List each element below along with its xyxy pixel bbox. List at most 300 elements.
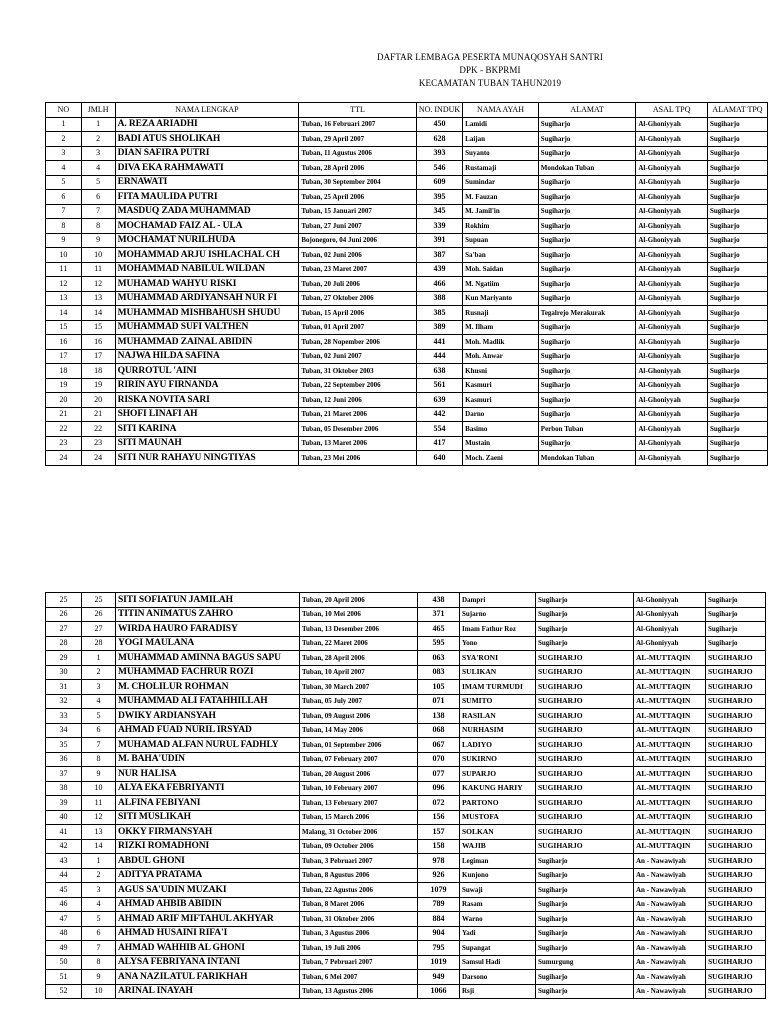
- cell-nama-lengkap: AHMAD HUSAINI RIFA'I: [116, 926, 300, 941]
- cell-ttl: Tuban, 05 July 2007: [300, 694, 418, 709]
- heading-region-year: KECAMATAN TUBAN TAHUN2019: [418, 78, 562, 88]
- cell-no-induk: 063: [418, 651, 460, 666]
- cell-no: 8: [46, 219, 82, 234]
- table-row: [46, 796, 766, 811]
- column-header-jmlh: JMLH: [81, 103, 115, 118]
- cell-ttl: Tuban, 11 Agustus 2006: [299, 146, 417, 161]
- cell-jmlh: 14: [82, 839, 116, 854]
- cell-jmlh: 22: [81, 422, 115, 437]
- cell-no: 11: [46, 262, 82, 277]
- cell-alamat: SUGIHARJO: [536, 825, 634, 840]
- cell-nama-lengkap: MUHAMMAD MISHBAHUSH SHUDU: [115, 306, 299, 321]
- cell-ttl: Tuban, 29 April 2007: [299, 132, 417, 147]
- cell-no: 23: [46, 436, 82, 451]
- cell-no: 17: [46, 349, 82, 364]
- cell-nama-lengkap: MOHAMMAD ARJU ISHLACHAL CH: [115, 248, 299, 263]
- cell-asal-tpq: Al-Ghoniyyah: [636, 132, 708, 147]
- cell-jmlh: 8: [81, 219, 115, 234]
- cell-nama-ayah: Khusni: [463, 364, 539, 379]
- cell-nama-ayah: Lamidi: [463, 117, 539, 132]
- cell-no-induk: 904: [418, 926, 460, 941]
- table-row: [46, 926, 766, 941]
- table-row: [46, 593, 766, 608]
- cell-nama-ayah: Suyanto: [463, 146, 539, 161]
- cell-nama-lengkap: AHMAD AHBIB ABIDIN: [116, 897, 300, 912]
- table-row: [46, 636, 766, 651]
- cell-jmlh: 3: [82, 883, 116, 898]
- cell-nama-ayah: Moh. Saidan: [463, 262, 539, 277]
- cell-asal-tpq: AL-MUTTAQIN: [634, 796, 706, 811]
- cell-asal-tpq: AL-MUTTAQIN: [634, 694, 706, 709]
- cell-nama-ayah: Darsono: [460, 970, 536, 985]
- cell-alamat-tpq: Sugiharjo: [708, 248, 768, 263]
- cell-no-induk: 389: [416, 320, 462, 335]
- cell-no: 49: [46, 941, 82, 956]
- cell-no: 16: [46, 335, 82, 350]
- cell-nama-ayah: RASILAN: [460, 709, 536, 724]
- cell-ttl: Tuban, 28 April 2006: [299, 161, 417, 176]
- cell-ttl: Tuban, 21 Maret 2006: [299, 407, 417, 422]
- cell-ttl: Tuban, 13 February 2007: [300, 796, 418, 811]
- cell-alamat: Mondokan Tuban: [538, 451, 636, 466]
- cell-no-induk: 072: [418, 796, 460, 811]
- column-header-nama-ayah: NAMA AYAH: [463, 103, 539, 118]
- cell-asal-tpq: AL-MUTTAQIN: [634, 738, 706, 753]
- cell-asal-tpq: An - Nawawiyah: [634, 926, 706, 941]
- cell-no-induk: 371: [418, 607, 460, 622]
- cell-alamat-tpq: SUGIHARJO: [706, 926, 766, 941]
- cell-asal-tpq: Al-Ghoniyyah: [636, 190, 708, 205]
- cell-nama-ayah: Suwaji: [460, 883, 536, 898]
- cell-nama-lengkap: MUHAMMAD ZAINAL ABIDIN: [115, 335, 299, 350]
- cell-ttl: Tuban, 02 Juni 2006: [299, 248, 417, 263]
- cell-alamat: Sugiharjo: [538, 219, 636, 234]
- heading-org: DPK - BKPRMI: [459, 65, 521, 75]
- cell-asal-tpq: Al-Ghoniyyah: [636, 291, 708, 306]
- cell-asal-tpq: Al-Ghoniyyah: [636, 219, 708, 234]
- cell-ttl: Tuban, 09 October 2006: [300, 839, 418, 854]
- cell-alamat-tpq: Sugiharjo: [708, 291, 768, 306]
- cell-nama-lengkap: AHMAD ARIF MIFTAHUL AKHYAR: [116, 912, 300, 927]
- cell-nama-lengkap: SITI KARINA: [115, 422, 299, 437]
- cell-no: 28: [46, 636, 82, 651]
- cell-nama-ayah: SOLKAN: [460, 825, 536, 840]
- cell-alamat-tpq: Sugiharjo: [708, 277, 768, 292]
- cell-no-induk: 561: [416, 378, 462, 393]
- cell-nama-lengkap: SITI NUR RAHAYU NINGTIYAS: [115, 451, 299, 466]
- participant-table-page-2: [45, 592, 766, 999]
- cell-asal-tpq: AL-MUTTAQIN: [634, 839, 706, 854]
- cell-alamat: Mondokan Tuban: [538, 161, 636, 176]
- cell-alamat: Sugiharjo: [536, 926, 634, 941]
- cell-no-induk: 795: [418, 941, 460, 956]
- cell-alamat: Sugiharjo: [538, 277, 636, 292]
- cell-no-induk: 070: [418, 752, 460, 767]
- cell-jmlh: 25: [82, 593, 116, 608]
- cell-alamat: SUGIHARJO: [536, 694, 634, 709]
- cell-no: 40: [46, 810, 82, 825]
- cell-asal-tpq: AL-MUTTAQIN: [634, 680, 706, 695]
- cell-nama-lengkap: MUHAMMAD ALI FATAHHILLAH: [116, 694, 300, 709]
- cell-jmlh: 13: [82, 825, 116, 840]
- cell-ttl: Tuban, 09 August 2006: [300, 709, 418, 724]
- cell-no: 47: [46, 912, 82, 927]
- cell-no-induk: 391: [416, 233, 462, 248]
- table-row: [46, 825, 766, 840]
- cell-asal-tpq: AL-MUTTAQIN: [634, 767, 706, 782]
- cell-alamat: Sugiharjo: [538, 248, 636, 263]
- cell-asal-tpq: An - Nawawiyah: [634, 970, 706, 985]
- cell-asal-tpq: An - Nawawiyah: [634, 897, 706, 912]
- cell-asal-tpq: An - Nawawiyah: [634, 868, 706, 883]
- cell-nama-ayah: Moh. Madlik: [463, 335, 539, 350]
- cell-jmlh: 23: [81, 436, 115, 451]
- cell-alamat-tpq: Sugiharjo: [706, 593, 766, 608]
- cell-ttl: Tuban, 10 Mei 2006: [300, 607, 418, 622]
- table-row: [46, 912, 766, 927]
- cell-nama-ayah: SYA'RONI: [460, 651, 536, 666]
- table-row: [46, 810, 766, 825]
- cell-alamat-tpq: Sugiharjo: [708, 233, 768, 248]
- cell-alamat: Sugiharjo: [538, 349, 636, 364]
- cell-nama-lengkap: TITIN ANIMATUS ZAHRO: [116, 607, 300, 622]
- cell-no: 13: [46, 291, 82, 306]
- cell-alamat: Sugiharjo: [538, 233, 636, 248]
- cell-nama-lengkap: RIRIN AYU FIRNANDA: [115, 378, 299, 393]
- cell-no: 43: [46, 854, 82, 869]
- cell-alamat: Perbon Tuban: [538, 422, 636, 437]
- column-header-no-induk: NO. INDUK: [416, 103, 462, 118]
- cell-ttl: Tuban, 16 Februari 2007: [299, 117, 417, 132]
- cell-nama-lengkap: RIZKI ROMADHONI: [116, 839, 300, 854]
- cell-jmlh: 28: [82, 636, 116, 651]
- cell-ttl: Tuban, 10 April 2007: [300, 665, 418, 680]
- table-row: [46, 407, 768, 422]
- cell-ttl: Malang, 31 October 2006: [300, 825, 418, 840]
- cell-nama-ayah: SUMITO: [460, 694, 536, 709]
- cell-no-induk: 465: [418, 622, 460, 637]
- cell-ttl: Tuban, 20 August 2006: [300, 767, 418, 782]
- cell-nama-lengkap: MUHAMMAD FACHRUR ROZI: [116, 665, 300, 680]
- cell-nama-lengkap: ANA NAZILATUL FARIKHAH: [116, 970, 300, 985]
- table-row: [46, 955, 766, 970]
- cell-jmlh: 9: [82, 767, 116, 782]
- table-row: [46, 393, 768, 408]
- cell-nama-lengkap: A. REZA ARIADHI: [115, 117, 299, 132]
- cell-alamat: Sugiharjo: [536, 912, 634, 927]
- cell-nama-ayah: Kasmuri: [463, 378, 539, 393]
- cell-no-induk: 554: [416, 422, 462, 437]
- cell-jmlh: 8: [82, 752, 116, 767]
- cell-no: 1: [46, 117, 82, 132]
- cell-asal-tpq: An - Nawawiyah: [634, 941, 706, 956]
- cell-alamat: SUGIHARJO: [536, 781, 634, 796]
- cell-jmlh: 9: [82, 970, 116, 985]
- table-row: [46, 897, 766, 912]
- cell-no-induk: 441: [416, 335, 462, 350]
- cell-asal-tpq: AL-MUTTAQIN: [634, 651, 706, 666]
- cell-asal-tpq: An - Nawawiyah: [634, 912, 706, 927]
- cell-no: 24: [46, 451, 82, 466]
- cell-alamat-tpq: Sugiharjo: [708, 306, 768, 321]
- cell-jmlh: 2: [82, 665, 116, 680]
- table-row: [46, 277, 768, 292]
- table-row: [46, 970, 766, 985]
- cell-alamat-tpq: SUGIHARJO: [706, 970, 766, 985]
- cell-asal-tpq: An - Nawawiyah: [634, 854, 706, 869]
- cell-nama-ayah: Supuan: [463, 233, 539, 248]
- cell-no-induk: 640: [416, 451, 462, 466]
- cell-alamat: Sugiharjo: [538, 436, 636, 451]
- cell-no: 39: [46, 796, 82, 811]
- cell-no-induk: 978: [418, 854, 460, 869]
- cell-alamat: Sugiharjo: [536, 883, 634, 898]
- cell-nama-lengkap: ARINAL INAYAH: [116, 984, 300, 999]
- cell-ttl: Tuban, 20 Juli 2006: [299, 277, 417, 292]
- cell-alamat-tpq: SUGIHARJO: [706, 868, 766, 883]
- cell-asal-tpq: AL-MUTTAQIN: [634, 810, 706, 825]
- cell-alamat: Sugiharjo: [536, 897, 634, 912]
- cell-alamat-tpq: SUGIHARJO: [706, 665, 766, 680]
- cell-nama-ayah: Yono: [460, 636, 536, 651]
- cell-ttl: Tuban, 05 Desember 2006: [299, 422, 417, 437]
- table-row: [46, 161, 768, 176]
- table-row: [46, 651, 766, 666]
- cell-no-induk: 395: [416, 190, 462, 205]
- cell-alamat-tpq: SUGIHARJO: [706, 651, 766, 666]
- table-row: [46, 320, 768, 335]
- cell-nama-lengkap: NUR HALISA: [116, 767, 300, 782]
- cell-nama-lengkap: MUHAMAD ALFAN NURUL FADHLY: [116, 738, 300, 753]
- cell-no-induk: 156: [418, 810, 460, 825]
- table-row: [46, 175, 768, 190]
- cell-no-induk: 083: [418, 665, 460, 680]
- cell-no-induk: 157: [418, 825, 460, 840]
- cell-jmlh: 6: [82, 723, 116, 738]
- cell-ttl: Tuban, 14 May 2006: [300, 723, 418, 738]
- cell-no: 4: [46, 161, 82, 176]
- table-row: [46, 378, 768, 393]
- cell-alamat: Sugiharjo: [536, 868, 634, 883]
- table-row: [46, 680, 766, 695]
- cell-nama-ayah: IMAM TURMUDI: [460, 680, 536, 695]
- cell-ttl: Tuban, 23 Maret 2007: [299, 262, 417, 277]
- cell-ttl: Tuban, 13 Agustus 2006: [300, 984, 418, 999]
- cell-alamat: Sugiharjo: [536, 854, 634, 869]
- cell-nama-lengkap: FITA MAULIDA PUTRI: [115, 190, 299, 205]
- cell-jmlh: 7: [82, 941, 116, 956]
- table-row: [46, 306, 768, 321]
- cell-nama-ayah: SUPARJO: [460, 767, 536, 782]
- column-header-nama-lengkap: NAMA LENGKAP: [115, 103, 299, 118]
- cell-no: 14: [46, 306, 82, 321]
- cell-asal-tpq: Al-Ghoniyyah: [634, 636, 706, 651]
- cell-asal-tpq: An - Nawawiyah: [634, 955, 706, 970]
- cell-alamat: SUGIHARJO: [536, 651, 634, 666]
- cell-jmlh: 7: [81, 204, 115, 219]
- cell-alamat-tpq: SUGIHARJO: [706, 912, 766, 927]
- cell-alamat: SUGIHARJO: [536, 796, 634, 811]
- cell-asal-tpq: AL-MUTTAQIN: [634, 665, 706, 680]
- cell-jmlh: 3: [82, 680, 116, 695]
- cell-asal-tpq: Al-Ghoniyyah: [634, 593, 706, 608]
- cell-alamat-tpq: SUGIHARJO: [706, 723, 766, 738]
- cell-no-induk: 639: [416, 393, 462, 408]
- cell-asal-tpq: Al-Ghoniyyah: [636, 393, 708, 408]
- cell-ttl: Tuban, 01 September 2006: [300, 738, 418, 753]
- cell-jmlh: 6: [82, 926, 116, 941]
- cell-nama-lengkap: SHOFI LINAFI AH: [115, 407, 299, 422]
- cell-no: 50: [46, 955, 82, 970]
- cell-alamat-tpq: Sugiharjo: [708, 262, 768, 277]
- table-row: [46, 335, 768, 350]
- cell-alamat: Sugiharjo: [538, 407, 636, 422]
- cell-no: 41: [46, 825, 82, 840]
- cell-nama-lengkap: BADI ATUS SHOLIKAH: [115, 132, 299, 147]
- table-row: [46, 665, 766, 680]
- cell-alamat-tpq: Sugiharjo: [708, 161, 768, 176]
- cell-no-induk: 068: [418, 723, 460, 738]
- cell-ttl: Bojonegoro, 04 Juni 2006: [299, 233, 417, 248]
- cell-no: 7: [46, 204, 82, 219]
- cell-no-induk: 077: [418, 767, 460, 782]
- cell-nama-ayah: Mustain: [463, 436, 539, 451]
- cell-alamat-tpq: Sugiharjo: [708, 190, 768, 205]
- cell-nama-ayah: KAKUNG HARIY: [460, 781, 536, 796]
- cell-ttl: Tuban, 28 Nopember 2006: [299, 335, 417, 350]
- cell-jmlh: 11: [81, 262, 115, 277]
- cell-jmlh: 8: [82, 955, 116, 970]
- cell-nama-ayah: Kun Mariyanto: [463, 291, 539, 306]
- cell-alamat: Sugiharjo: [538, 146, 636, 161]
- cell-alamat: Sugiharjo: [538, 320, 636, 335]
- cell-no-induk: 438: [418, 593, 460, 608]
- cell-alamat-tpq: SUGIHARJO: [706, 694, 766, 709]
- cell-jmlh: 12: [81, 277, 115, 292]
- cell-ttl: Tuban, 30 March 2007: [300, 680, 418, 695]
- cell-alamat-tpq: Sugiharjo: [708, 407, 768, 422]
- participant-table-page-1: [45, 102, 768, 466]
- cell-alamat-tpq: Sugiharjo: [708, 117, 768, 132]
- cell-nama-ayah: Supangat: [460, 941, 536, 956]
- cell-nama-ayah: M. Ngatiim: [463, 277, 539, 292]
- cell-no-induk: 926: [418, 868, 460, 883]
- cell-no-induk: 388: [416, 291, 462, 306]
- cell-nama-lengkap: WIRDA HAURO FARADISY: [116, 622, 300, 637]
- cell-nama-lengkap: MOCHAMAT NURILHUDA: [115, 233, 299, 248]
- cell-no-induk: 096: [418, 781, 460, 796]
- cell-ttl: Tuban, 3 Agustus 2006: [300, 926, 418, 941]
- cell-jmlh: 3: [81, 146, 115, 161]
- cell-alamat-tpq: SUGIHARJO: [706, 781, 766, 796]
- cell-jmlh: 14: [81, 306, 115, 321]
- cell-nama-lengkap: MASDUQ ZADA MUHAMMAD: [115, 204, 299, 219]
- cell-no-induk: 1066: [418, 984, 460, 999]
- cell-ttl: Tuban, 8 Maret 2006: [300, 897, 418, 912]
- cell-no: 26: [46, 607, 82, 622]
- cell-jmlh: 24: [81, 451, 115, 466]
- cell-ttl: Tuban, 25 April 2006: [299, 190, 417, 205]
- cell-nama-ayah: Rustamaji: [463, 161, 539, 176]
- cell-nama-lengkap: AHMAD FUAD NURIL IRSYAD: [116, 723, 300, 738]
- cell-ttl: Tuban, 02 Juni 2007: [299, 349, 417, 364]
- cell-no: 15: [46, 320, 82, 335]
- cell-asal-tpq: An - Nawawiyah: [634, 984, 706, 999]
- cell-alamat: Sugiharjo: [538, 378, 636, 393]
- cell-alamat: Sugiharjo: [538, 117, 636, 132]
- table-row: [46, 839, 766, 854]
- cell-nama-ayah: WAJIB: [460, 839, 536, 854]
- cell-alamat-tpq: SUGIHARJO: [706, 825, 766, 840]
- cell-jmlh: 4: [81, 161, 115, 176]
- cell-no: 27: [46, 622, 82, 637]
- column-header-ttl: TTL: [299, 103, 417, 118]
- column-header-alamat: ALAMAT: [538, 103, 636, 118]
- cell-alamat-tpq: Sugiharjo: [706, 622, 766, 637]
- table-row: [46, 607, 766, 622]
- table-row: [46, 233, 768, 248]
- cell-nama-ayah: Samsul Hadi: [460, 955, 536, 970]
- cell-asal-tpq: Al-Ghoniyyah: [636, 248, 708, 263]
- table-row: [46, 132, 768, 147]
- cell-jmlh: 10: [82, 781, 116, 796]
- cell-ttl: Tuban, 22 Maret 2006: [300, 636, 418, 651]
- cell-alamat: Sugiharjo: [538, 132, 636, 147]
- cell-no-induk: 628: [416, 132, 462, 147]
- cell-ttl: Tuban, 15 April 2006: [299, 306, 417, 321]
- cell-jmlh: 13: [81, 291, 115, 306]
- table-row: [46, 883, 766, 898]
- cell-no-induk: 638: [416, 364, 462, 379]
- cell-nama-ayah: Legiman: [460, 854, 536, 869]
- cell-nama-lengkap: QURROTUL 'AINI: [115, 364, 299, 379]
- cell-alamat-tpq: Sugiharjo: [708, 378, 768, 393]
- cell-asal-tpq: Al-Ghoniyyah: [636, 378, 708, 393]
- cell-nama-ayah: LADIYO: [460, 738, 536, 753]
- cell-no-induk: 466: [416, 277, 462, 292]
- cell-asal-tpq: An - Nawawiyah: [634, 883, 706, 898]
- cell-alamat: Sugiharjo: [538, 393, 636, 408]
- cell-alamat-tpq: SUGIHARJO: [706, 984, 766, 999]
- cell-alamat: Sumurgung: [536, 955, 634, 970]
- cell-asal-tpq: AL-MUTTAQIN: [634, 825, 706, 840]
- table-row: [46, 709, 766, 724]
- cell-no: 20: [46, 393, 82, 408]
- cell-nama-lengkap: ADITYA PRATAMA: [116, 868, 300, 883]
- cell-alamat-tpq: SUGIHARJO: [706, 738, 766, 753]
- cell-ttl: Tuban, 8 Agustus 2006: [300, 868, 418, 883]
- cell-alamat-tpq: Sugiharjo: [708, 335, 768, 350]
- table-row: [46, 451, 768, 466]
- cell-jmlh: 10: [82, 984, 116, 999]
- cell-nama-lengkap: ABDUL GHONI: [116, 854, 300, 869]
- cell-nama-ayah: M. Fauzan: [463, 190, 539, 205]
- table-row: [46, 984, 766, 999]
- cell-asal-tpq: AL-MUTTAQIN: [634, 709, 706, 724]
- cell-ttl: Tuban, 20 April 2006: [300, 593, 418, 608]
- cell-alamat: Sugiharjo: [538, 291, 636, 306]
- cell-nama-lengkap: MOCHAMAD FAIZ AL - ULA: [115, 219, 299, 234]
- cell-no-induk: 884: [418, 912, 460, 927]
- cell-nama-lengkap: ALFINA FEBIYANI: [116, 796, 300, 811]
- cell-asal-tpq: Al-Ghoniyyah: [636, 117, 708, 132]
- cell-asal-tpq: Al-Ghoniyyah: [634, 607, 706, 622]
- cell-alamat-tpq: Sugiharjo: [708, 219, 768, 234]
- cell-nama-lengkap: SITI MUSLIKAH: [116, 810, 300, 825]
- cell-alamat-tpq: Sugiharjo: [708, 393, 768, 408]
- cell-alamat: SUGIHARJO: [536, 810, 634, 825]
- cell-ttl: Tuban, 22 September 2006: [299, 378, 417, 393]
